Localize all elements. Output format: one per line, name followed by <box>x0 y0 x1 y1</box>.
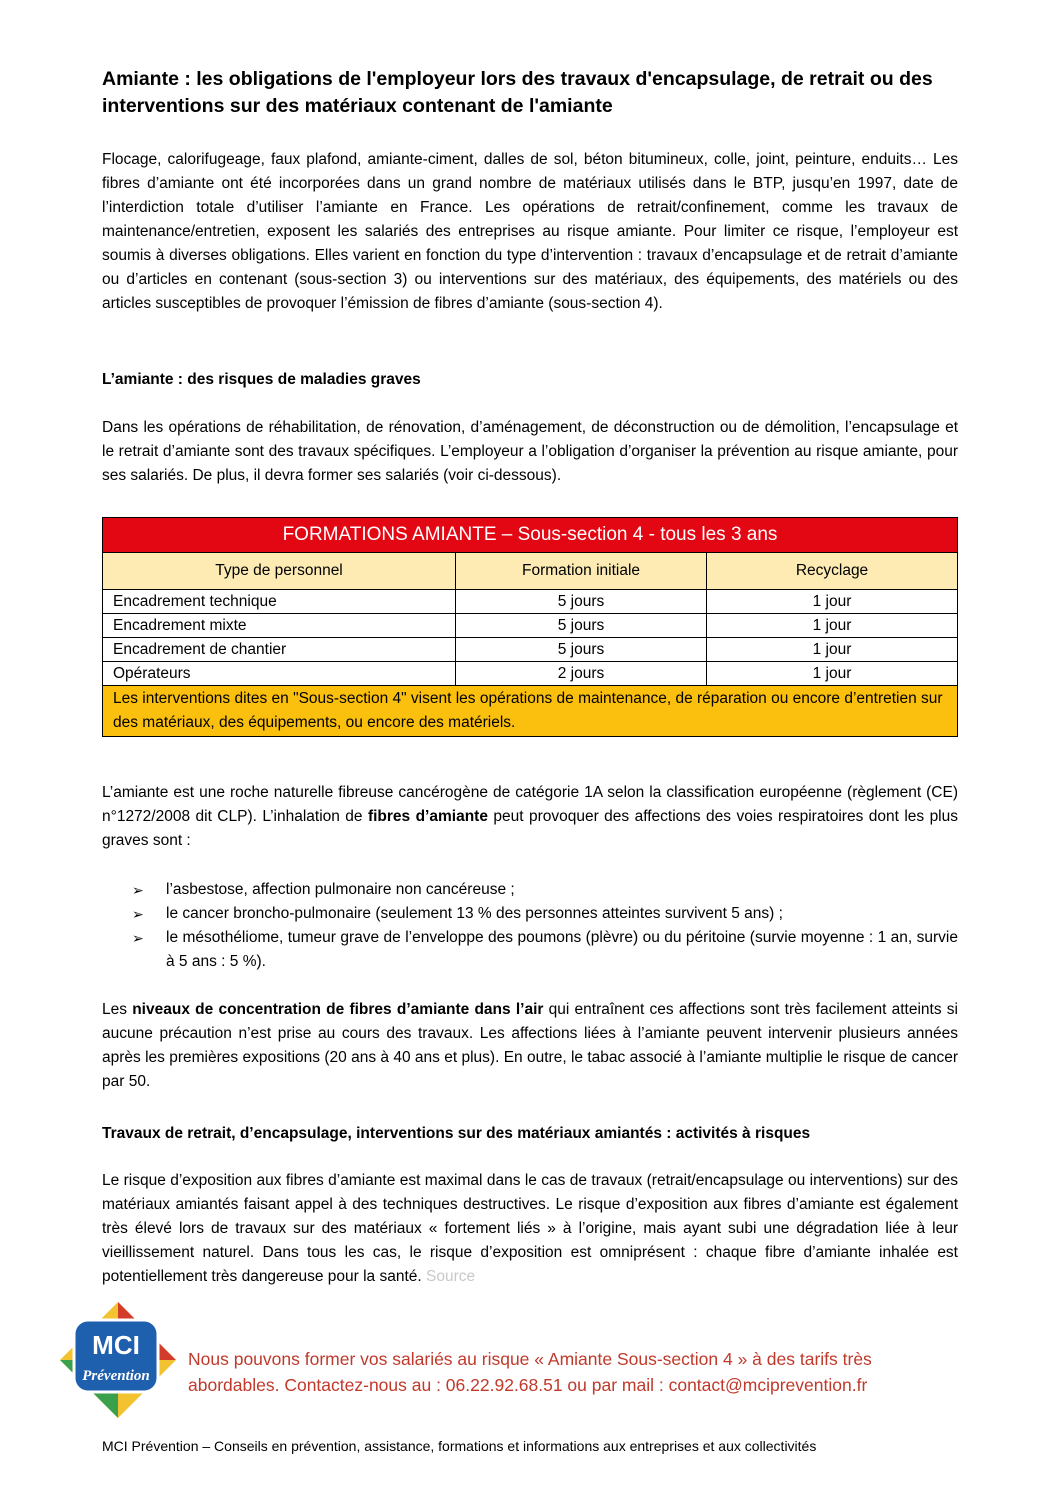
col-recyclage: Recyclage <box>707 553 958 590</box>
table-row <box>103 662 958 686</box>
page-title: Amiante : les obligations de l'employeur lors des travaux d'encapsulage, de retrait ou des interventions sur des matériaux contenant de l'amiante <box>102 68 933 117</box>
cell-type: Encadrement de chantier <box>103 638 456 662</box>
asbestos-text-bold: fibres d’amiante <box>367 808 488 825</box>
cell-initial: 5 jours <box>456 638 707 662</box>
cell-type: Encadrement technique <box>103 590 456 614</box>
table-row <box>103 638 958 662</box>
concentration-text-2: qui entraînent ces affections sont très facilement atteints si aucune précaution n’est prise au cours des travaux. Les affections liées à l’amiante peuvent intervenir plusieurs années après les premières expositions (20 ans à 40 ans et plus). En outre, le tabac associé à l’amiante multiplie le risque de cancer par 50. <box>102 1001 958 1090</box>
asbestos-text-2: peut provoquer des affections des voies respiratoires dont les plus graves sont : <box>102 808 958 849</box>
arrow-bullet-icon: ➢ <box>132 906 144 922</box>
intro-paragraph: Flocage, calorifugeage, faux plafond, amiante-ciment, dalles de sol, béton bitumineux, colle, joint, peinture, enduits… Les fibres d’amiante ont été incorporées dans un grand nombre de matériaux utilisés dans le BTP, jusqu’en 1997, date de l’interdiction totale d’utiliser l’amiante en France. Les opérations de retrait/confinement, comme les travaux de maintenance/entretien, exposent les salariés des entreprises au risque amiante. Pour limiter ce risque, l’employeur est soumis à diverses obligations. Elles varient en fonction du type d’intervention : travaux d’encapsulage et de retrait d’amiante ou d’articles en contenant (sous-section 3) ou interventions sur des matériaux, des équipements, des matériels ou des articles susceptibles de provoquer l’émission de fibres d’amiante (sous-section 4). <box>102 151 958 312</box>
list-item <box>132 926 958 974</box>
logo-text-mci: MCI <box>92 1330 140 1360</box>
cell-recyclage: 1 jour <box>707 662 958 686</box>
concentration-paragraph <box>102 998 958 1094</box>
logo-graphic <box>58 1300 178 1420</box>
logo-text-prevention: Prévention <box>82 1368 150 1384</box>
list-item-text: le mésothéliome, tumeur grave de l’enveloppe des poumons (plèvre) ou du péritoine (survie moyenne : 1 an, survie à 5 ans : 5 %). <box>166 929 958 970</box>
list-item-text: le cancer broncho-pulmonaire (seulement 13 % des personnes atteintes survivent 5 ans) ; <box>166 905 783 922</box>
table-note: Les interventions dites en "Sous-section 4" visent les opérations de maintenance, de réparation ou encore d’entretien sur des matériaux, des équipements, ou encore des matériels. <box>103 686 958 737</box>
table-column-headers <box>103 553 958 590</box>
contact-call-to-action: Nous pouvons former vos salariés au risque « Amiante Sous-section 4 » à des tarifs très abordables. Contactez-nous au : 06.22.92.68.51 ou par mail : contact@mciprevention.fr <box>188 1349 872 1395</box>
table-row <box>103 590 958 614</box>
diseases-list <box>132 878 958 974</box>
col-type-personnel: Type de personnel <box>103 553 456 590</box>
list-item <box>132 878 958 902</box>
arrow-bullet-icon: ➢ <box>132 882 144 898</box>
mci-prevention-logo <box>58 1300 178 1420</box>
table-row <box>103 614 958 638</box>
cell-recyclage: 1 jour <box>707 614 958 638</box>
training-table <box>102 517 958 737</box>
arrow-bullet-icon: ➢ <box>132 930 144 946</box>
concentration-text-1: Les <box>102 1001 133 1018</box>
section-heading-activities: Travaux de retrait, d’encapsulage, interventions sur des matériaux amiantés : activités à risques <box>102 1125 811 1142</box>
cell-type: Opérateurs <box>103 662 456 686</box>
cell-initial: 2 jours <box>456 662 707 686</box>
cell-recyclage: 1 jour <box>707 590 958 614</box>
cell-recyclage: 1 jour <box>707 638 958 662</box>
asbestos-paragraph <box>102 781 958 853</box>
source-link[interactable]: Source <box>426 1268 476 1285</box>
asbestos-text-1: L’amiante est une roche naturelle fibreuse cancérogène de catégorie 1A selon la classification européenne (règlement (CE) n°1272/2008 dit CLP). L’inhalation de <box>102 784 958 825</box>
cell-initial: 5 jours <box>456 614 707 638</box>
risks-paragraph: Dans les opérations de réhabilitation, de rénovation, d’aménagement, de déconstruction ou de démolition, l’encapsulage et le retrait d’amiante sont des travaux spécifiques. L’employeur a l’obligation d’organiser la prévention au risque amiante, pour ses salariés. De plus, il devra former ses salariés (voir ci-dessous). <box>102 419 958 484</box>
page-footer: MCI Prévention – Conseils en prévention, assistance, formations et informations aux entreprises et aux collectivités <box>102 1438 817 1454</box>
cell-initial: 5 jours <box>456 590 707 614</box>
list-item-text: l’asbestose, affection pulmonaire non cancéreuse ; <box>166 881 515 898</box>
col-formation-initiale: Formation initiale <box>456 553 707 590</box>
cell-type: Encadrement mixte <box>103 614 456 638</box>
activities-paragraph <box>102 1169 958 1289</box>
concentration-text-bold: niveaux de concentration de fibres d’amiante dans l’air <box>132 1001 544 1018</box>
section-heading-risks: L’amiante : des risques de maladies graves <box>102 371 421 388</box>
list-item <box>132 902 958 926</box>
table-header: FORMATIONS AMIANTE – Sous-section 4 - tous les 3 ans <box>103 518 958 553</box>
activities-text: Le risque d’exposition aux fibres d’amiante est maximal dans le cas de travaux (retrait/encapsulage ou interventions) sur des matériaux amiantés faisant appel à des techniques destructives. Le risque d’exposition aux fibres d’amiante est également très élevé lors de travaux sur des matériaux « fortement liés » à l’origine, mais ayant subi une dégradation liée à leur vieillissement naturel. Dans tous les cas, le risque d’exposition est omniprésent : chaque fibre d’amiante inhalée est potentiellement très dangereuse pour la santé. <box>102 1172 958 1285</box>
